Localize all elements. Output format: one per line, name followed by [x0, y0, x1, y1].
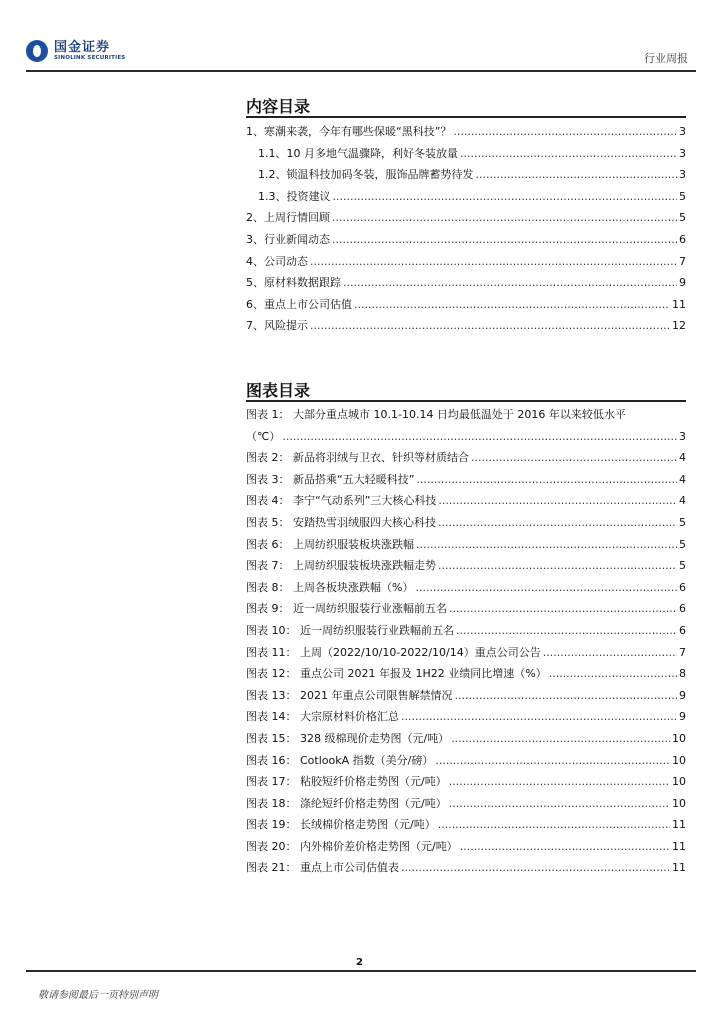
- figures-title-rule: [246, 400, 686, 402]
- report-type-label: 行业周报: [644, 52, 688, 65]
- sinolink-logo-icon: [26, 40, 48, 62]
- footer-divider: [26, 970, 696, 972]
- figure-item[interactable]: 图表 7： 上周纺织服装板块涨跌幅走势 ..... 5: [246, 555, 686, 577]
- figure-item[interactable]: 图表 13： 2021 年重点公司限售解禁情况 ..... 9: [246, 685, 686, 707]
- toc-item[interactable]: 7、风险提示 ..... 12: [246, 315, 686, 337]
- figure-item[interactable]: 图表 5： 安踏热雪羽绒服四大核心科技 ..... 5: [246, 512, 686, 534]
- figure-item[interactable]: 图表 2： 新品将羽绒与卫衣、针织等材质结合 ..... 4: [246, 447, 686, 469]
- contents-title-rule: [246, 116, 686, 118]
- contents-list: [246, 121, 686, 337]
- figure-item[interactable]: 图表 1： 大部分重点城市 10.1-10.14 日均最低温处于 2016 年以来较低水平: [246, 408, 626, 421]
- brand-name-cn: 国金证券: [54, 39, 111, 55]
- toc-item[interactable]: 1.3、投资建议 ..... 5: [246, 186, 686, 208]
- footer-disclaimer: 敬请参阅最后一页特别声明: [38, 990, 158, 1001]
- figure-item[interactable]: 图表 18： 涤纶短纤价格走势图（元/吨） ..... 10: [246, 793, 686, 815]
- figure-item[interactable]: 图表 8： 上周各板块涨跌幅（%） ..... 6: [246, 577, 686, 599]
- contents-title: 内容目录: [246, 97, 311, 116]
- figure-item[interactable]: 图表 20： 内外棉价差价格走势图（元/吨） ..... 11: [246, 836, 686, 858]
- figure-item[interactable]: 图表 9： 近一周纺织服装行业涨幅前五名 ..... 6: [246, 598, 686, 620]
- toc-item[interactable]: 5、原材料数据跟踪 ..... 9: [246, 272, 686, 294]
- figure-item[interactable]: 图表 19： 长绒棉价格走势图（元/吨） ..... 11: [246, 814, 686, 836]
- header-divider: [26, 70, 696, 72]
- toc-item[interactable]: 6、重点上市公司估值 ..... 11: [246, 294, 686, 316]
- toc-item[interactable]: 1、寒潮来袭，今年有哪些保暖“黑科技”？ ..... 3: [246, 121, 686, 143]
- toc-item[interactable]: 4、公司动态 ..... 7: [246, 251, 686, 273]
- figure-item[interactable]: 图表 21： 重点上市公司估值表 ..... 11: [246, 857, 686, 879]
- figure-item[interactable]: 图表 12： 重点公司 2021 年报及 1H22 业绩同比增速（%） ..... 8: [246, 663, 686, 685]
- figure-item[interactable]: 图表 10： 近一周纺织服装行业跌幅前五名 ..... 6: [246, 620, 686, 642]
- page-number: 2: [356, 957, 363, 968]
- toc-item[interactable]: 1.2、锁温科技加码冬装，服饰品牌蓄势待发 ..... 3: [246, 164, 686, 186]
- brand-name-en: SINOLINK SECURITIES: [54, 54, 126, 61]
- figures-list: [246, 404, 686, 879]
- figure-item-continued[interactable]: （℃） ..... 3: [246, 426, 686, 448]
- figure-item[interactable]: 图表 3： 新品搭乘“五大轻暖科技” ..... 4: [246, 469, 686, 491]
- figure-item[interactable]: 图表 16： CotlookA 指数（美分/磅） ..... 10: [246, 750, 686, 772]
- toc-item[interactable]: 1.1、10 月多地气温骤降，利好冬装放量 ..... 3: [246, 143, 686, 165]
- figure-item[interactable]: 图表 15： 328 级棉现价走势图（元/吨） ..... 10: [246, 728, 686, 750]
- figure-item[interactable]: 图表 14： 大宗原材料价格汇总 ..... 9: [246, 706, 686, 728]
- figure-item[interactable]: 图表 6： 上周纺织服装板块涨跌幅 ..... 5: [246, 534, 686, 556]
- figures-title: 图表目录: [246, 381, 311, 400]
- toc-item[interactable]: 3、行业新闻动态 ..... 6: [246, 229, 686, 251]
- figure-item[interactable]: 图表 11： 上周（2022/10/10-2022/10/14）重点公司公告 ..... 7: [246, 642, 686, 664]
- figure-item[interactable]: 图表 4： 李宁“气动系列”三大核心科技 ..... 4: [246, 490, 686, 512]
- brand-logo: [26, 40, 125, 62]
- page-header: [26, 38, 696, 70]
- toc-item[interactable]: 2、上周行情回顾 ..... 5: [246, 207, 686, 229]
- figure-item[interactable]: 图表 17： 粘胶短纤价格走势图（元/吨） ..... 10: [246, 771, 686, 793]
